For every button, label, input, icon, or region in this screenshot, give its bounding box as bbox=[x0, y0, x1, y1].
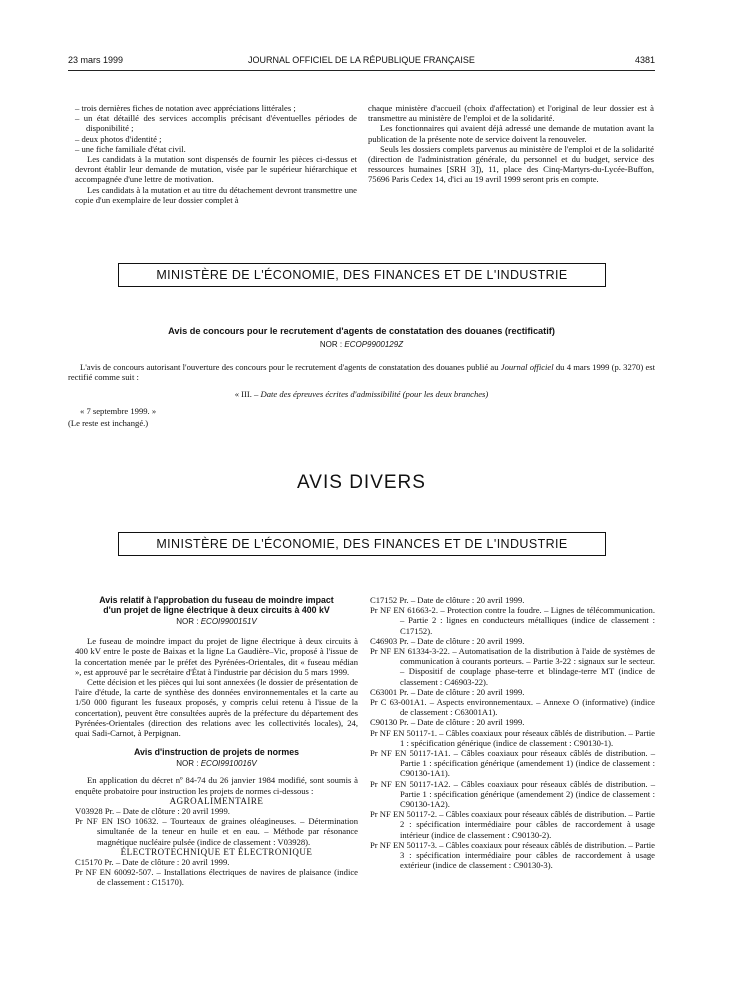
paragraph: Seuls les dossiers complets parvenus au ministère de l'emploi et de la solidarité (direction de l'administration générale, du personnel et du budget, service des ressources humaines [SRH 3]), 11, place des Cinq-Martyrs-du-Lycée-Buffon, 75696 Paris Cedex 14, d'ici au 19 avril 1999 seront pris en compte. bbox=[368, 143, 654, 185]
standard-entry: Pr NF EN 61334-3-22. – Automatisation de la distribution à l'aide de systèmes de communication à courants porteurs. – Partie 3-22 : signaux sur le secteur. – Dispositif de couplage phase-terre et blindage-terre MT (indice de classement : C46903-22). bbox=[370, 646, 655, 687]
paragraph: – trois dernières fiches de notation avec appréciations littérales ; bbox=[75, 103, 296, 113]
article-title: Avis relatif à l'approbation du fuseau de moindre impact d'un projet de ligne électrique à deux circuits à 400 kV bbox=[99, 595, 334, 615]
standard-entry: Pr NF EN 50117-2. – Câbles coaxiaux pour réseaux câblés de distribution. – Partie 2 : spécification intermédiaire pour câbles de raccordement à usage intérieur (indice de classement : C90130-2). bbox=[370, 809, 655, 840]
standard-entry: Pr NF EN 50117-1A1. – Câbles coaxiaux pour réseaux câblés de distribution. – Partie 1 : spécification générique (amendement 1) (indice de classement : C90130-1A1). bbox=[370, 748, 655, 779]
journal-name: Journal officiel bbox=[500, 362, 554, 372]
paragraph: Cette décision et les pièces qui lui sont annexées (le dossier de présentation de l'aire d'étude, la carte de synthèse des données environnementales et la carte au 1/50 000 figurant les fuseaux proposés, y compris celui retenu à l'issue de la concertation), peuvent être consultées auprès de la préfecture du département des Pyrénées-Orientales (direction des relations avec les collectivités locales), 24, quai Sadi-Carnot, à Perpignan. bbox=[75, 677, 358, 739]
section-heading: AVIS DIVERS bbox=[297, 472, 426, 493]
paragraph: En application du décret nº 84-74 du 26 janvier 1984 modifié, sont soumis à enquête probatoire pour instruction les projets de normes ci-dessous : bbox=[75, 775, 358, 796]
standard-entry: Pr NF EN 50117-1A2. – Câbles coaxiaux pour réseaux câblés de distribution. – Partie 1 : spécification générique (amendement 2) (indice de classement : C90130-1A2). bbox=[370, 778, 655, 810]
text: « III. – bbox=[234, 389, 259, 400]
nor-label: NOR : bbox=[319, 340, 343, 349]
standard-entry: C90130 Pr. – Date de clôture : 20 avril 1999. bbox=[370, 717, 525, 728]
bottom-left-column bbox=[75, 595, 358, 888]
nor-reference bbox=[75, 617, 358, 627]
ministry-banner: MINISTÈRE DE L'ÉCONOMIE, DES FINANCES ET DE L'INDUSTRIE bbox=[118, 263, 606, 287]
nor-label: NOR : bbox=[176, 759, 199, 769]
paragraph: Le fuseau de moindre impact du projet de ligne électrique à deux circuits à 400 kV entre le poste de Baixas et la ligne La Gaudière–Vic, proposé à l'issue de la concertation menée par le préfet des Pyrénées-Orientales, dit « fuseau médian », est approuvé par le secrétaire d'État à l'industrie par décision du 5 mars 1999. bbox=[75, 636, 358, 677]
standard-entry: Pr NF EN 60092-507. – Installations électriques de navires de plaisance (indice de classement : C15170). bbox=[75, 867, 358, 888]
article-title: Avis de concours pour le recrutement d'agents de constatation des douanes (rectificatif) bbox=[168, 326, 555, 336]
standard-entry: C15170 Pr. – Date de clôture : 20 avril 1999. bbox=[75, 857, 230, 868]
page-header bbox=[68, 55, 655, 69]
nor-reference bbox=[68, 340, 655, 349]
paragraph: chaque ministère d'accueil (choix d'affectation) et l'original de leur dossier est à transmettre au ministère de l'emploi et de la solidarité. bbox=[368, 103, 654, 124]
standard-entry: Pr NF EN 61663-2. – Protection contre la foudre. – Lignes de télécommunication. – Partie 2 : lignes en conducteurs métalliques (indice de classement : C17152). bbox=[370, 605, 655, 636]
header-page-number: 4381 bbox=[634, 55, 655, 65]
nor-code: ECOP9900129Z bbox=[344, 340, 404, 349]
category-heading: AGROALIMENTAIRE bbox=[169, 795, 264, 806]
paragraph: Les fonctionnaires qui avaient déjà adressé une demande de mutation avant la publication de la présente note de service doivent la renouveler. bbox=[368, 123, 654, 144]
standard-entry: Pr NF EN 50117-1. – Câbles coaxiaux pour réseaux câblés de distribution. – Partie 1 : spécification générique (indice de classement : C90130-1). bbox=[370, 727, 655, 748]
header-date: 23 mars 1999 bbox=[68, 55, 124, 65]
article-title: Avis d'instruction de projets de normes bbox=[133, 747, 300, 758]
paragraph: Les candidats à la mutation sont dispensés de fournir les pièces ci-dessus et devront établir leur demande de mutation, visée par le supérieur hiérarchique et accompagnée d'une lettre de motivation. bbox=[75, 154, 357, 185]
ministry-banner: MINISTÈRE DE L'ÉCONOMIE, DES FINANCES ET DE L'INDUSTRIE bbox=[118, 532, 606, 556]
nor-reference bbox=[75, 759, 358, 769]
nor-label: NOR : bbox=[176, 617, 199, 626]
paragraph: – un état détaillé des services accomplis précisant d'éventuelles périodes de disponibilité ; bbox=[75, 113, 357, 134]
paragraph: Les candidats à la mutation et au titre du détachement devront transmettre une copie d'un exemplaire de leur dossier complet à bbox=[75, 184, 357, 205]
standard-entry: V03928 Pr. – Date de clôture : 20 avril 1999. bbox=[75, 806, 230, 817]
standard-entry: Pr NF EN 50117-3. – Câbles coaxiaux pour réseaux câblés de distribution. – Partie 3 : spécification intermédiaire pour câbles de raccordement à usage extérieur (indice de classement : C90130-3). bbox=[370, 839, 655, 871]
text: du 4 mars 1999 (p. 3270) est rectifié comme suit : bbox=[68, 362, 655, 383]
paragraph bbox=[68, 362, 655, 382]
text: Date des épreuves écrites d'admissibilité (pour les deux branches) bbox=[260, 389, 489, 400]
quote-line bbox=[68, 389, 655, 399]
standard-entry: C63001 Pr. – Date de clôture : 20 avril 1999. bbox=[370, 686, 525, 697]
date-line: « 7 septembre 1999. » bbox=[80, 405, 157, 416]
header-rule bbox=[68, 70, 655, 71]
standard-entry: C17152 Pr. – Date de clôture : 20 avril 1999. bbox=[370, 595, 525, 605]
concours-body bbox=[68, 362, 655, 428]
standard-entry: C46903 Pr. – Date de clôture : 20 avril 1999. bbox=[370, 635, 525, 646]
paragraph: – une fiche familiale d'état civil. bbox=[75, 143, 186, 154]
top-right-column bbox=[368, 103, 654, 185]
top-left-column bbox=[75, 103, 357, 205]
paragraph: – deux photos d'identité ; bbox=[75, 133, 162, 144]
bottom-right-column bbox=[370, 595, 655, 870]
standard-entry: Pr C 63-001A1. – Aspects environnementaux. – Annexe O (informative) (indice de classement : C63001A1). bbox=[370, 697, 655, 718]
nor-code: ECOI9900151V bbox=[200, 617, 257, 626]
rest-line: (Le reste est inchangé.) bbox=[68, 417, 149, 428]
standard-entry: Pr NF EN ISO 10632. – Tourteaux de graines oléagineuses. – Détermination simultanée de la teneur en huile et en eau. – Méthode par résonance magnétique nucléaire pulsée (indice de classement : V03928). bbox=[75, 816, 358, 847]
text: L'avis de concours autorisant l'ouverture des concours pour le recrutement d'agents de constatation des douanes publié au bbox=[80, 362, 499, 372]
header-journal-title: JOURNAL OFFICIEL DE LA RÉPUBLIQUE FRANÇAISE bbox=[248, 55, 475, 65]
nor-code: ECOI9910016V bbox=[200, 759, 257, 769]
category-heading: ÉLECTROTECHNIQUE ET ÉLECTRONIQUE bbox=[120, 846, 313, 857]
